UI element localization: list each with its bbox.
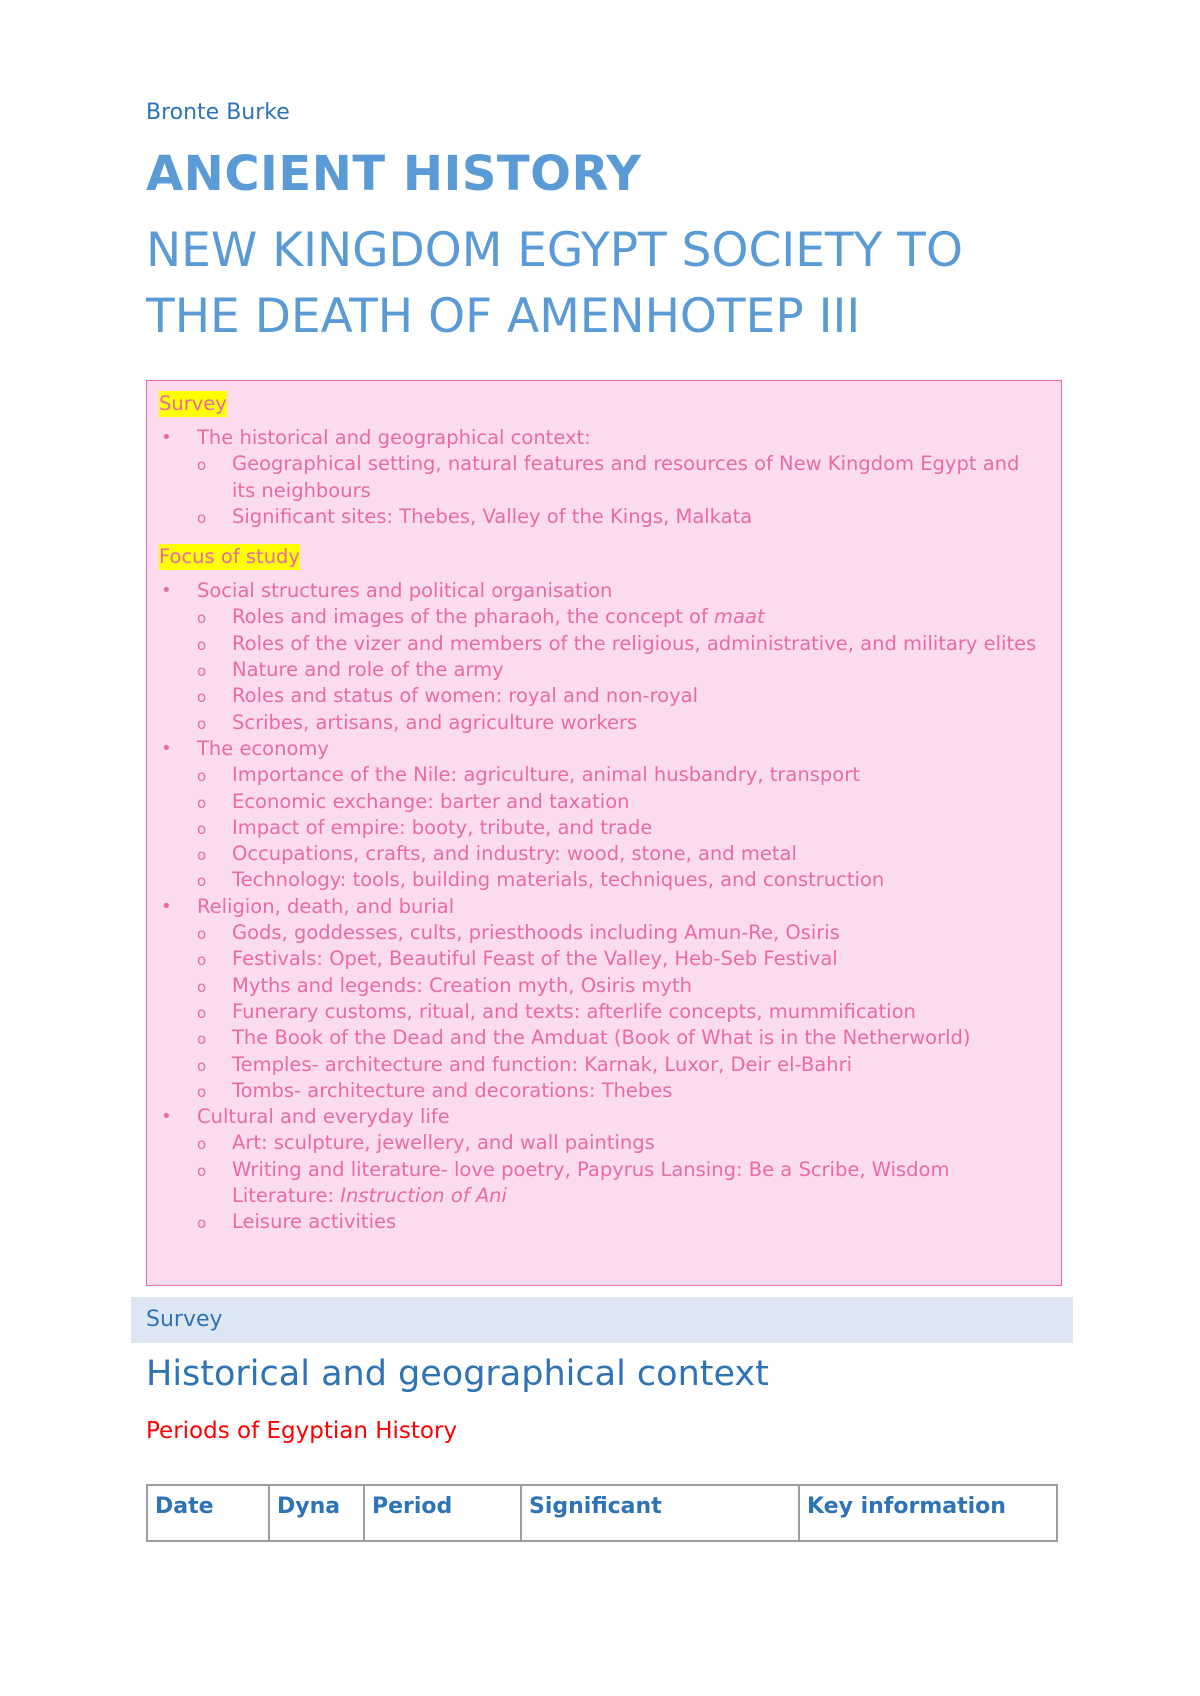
list-item-label: Social structures and political organisation [197,579,613,603]
sub-list-item: o Geographical setting, natural features and resources of New Kingdom Egypt and its neighbours [159,451,1047,504]
document-title: ANCIENT HISTORY [146,146,642,202]
survey-heading [159,391,1047,417]
ani-title: Instruction of Ani [340,1184,507,1208]
table-header-significant: Significant [521,1485,799,1541]
sub-list-item: o Gods, goddesses, cults, priesthoods including Amun-Re, Osiris [159,920,1047,946]
focus-heading [159,544,1047,570]
sub-list [197,1130,1047,1235]
sub-list-item: o Occupations, crafts, and industry: wood, stone, and metal [159,841,1047,867]
sub-list [197,604,1047,735]
list-item [159,578,1047,736]
list-item [159,894,1047,1104]
section-bar: Survey [131,1297,1073,1343]
list-item-label: Religion, death, and burial [197,894,455,918]
focus-heading-text: Focus of study [159,545,300,569]
sub-list-item: o Nature and role of the army [159,657,1047,683]
periods-table [146,1484,1058,1542]
sub-list-item: o Festivals: Opet, Beautiful Feast of the Valley, Heb-Seb Festival [159,946,1047,972]
document-subtitle [146,218,1106,350]
sub-list-item: o Myths and legends: Creation myth, Osiris myth [159,973,1047,999]
table-header-key-information: Key information [799,1485,1057,1541]
table-header-date: Date [147,1485,269,1541]
sub-list-item: o Leisure activities [159,1209,1047,1235]
maat-term: maat [714,605,765,629]
sub-list-item-text: Writing and literature- love poetry, Papyrus Lansing: Be a Scribe, Wisdom Literature: [232,1157,950,1208]
sub-list-item [159,1157,1047,1210]
subtitle-line-2: THE DEATH OF AMENHOTEP III [146,289,861,344]
list-item-label: Cultural and everyday life [197,1105,450,1129]
sub-list-item: o Temples- architecture and function: Karnak, Luxor, Deir el-Bahri [159,1052,1047,1078]
table-header-dynasty: Dyna [269,1485,364,1541]
context-heading: Historical and geographical context [146,1354,769,1394]
sub-list [197,451,1047,530]
sub-list [197,920,1047,1104]
sub-list-item: o Scribes, artisans, and agriculture workers [159,710,1047,736]
subtitle-line-1: NEW KINGDOM EGYPT SOCIETY TO [146,223,963,278]
survey-heading-text: Survey [159,392,227,415]
list-item [159,425,1047,530]
sub-list-item-text: Roles and images of the pharaoh, the concept of [232,605,708,629]
syllabus-box [146,380,1062,1286]
sub-list [197,762,1047,893]
table-header-period: Period [364,1485,521,1541]
sub-list-item: o Tombs- architecture and decorations: Thebes [159,1078,1047,1104]
list-item-label: The economy [197,736,329,760]
focus-list [159,578,1047,1235]
sub-list-item [159,604,1047,630]
sub-list-item: o Roles of the vizer and members of the religious, administrative, and military elites [159,631,1047,657]
table-header-row [147,1485,1057,1541]
list-item [159,1104,1047,1235]
sub-list-item: o Significant sites: Thebes, Valley of the Kings, Malkata [159,504,1047,530]
sub-list-item: o Impact of empire: booty, tribute, and trade [159,815,1047,841]
sub-list-item: o Technology: tools, building materials, techniques, and construction [159,867,1047,893]
sub-list-item: o Economic exchange: barter and taxation [159,789,1047,815]
periods-heading: Periods of Egyptian History [146,1418,458,1444]
sub-list-item: o Roles and status of women: royal and non-royal [159,683,1047,709]
survey-list [159,425,1047,530]
sub-list-item: o Funerary customs, ritual, and texts: afterlife concepts, mummification [159,999,1047,1025]
sub-list-item: o The Book of the Dead and the Amduat (Book of What is in the Netherworld) [159,1025,1047,1051]
list-item [159,736,1047,894]
list-item-label: The historical and geographical context: [197,426,591,449]
sub-list-item: o Art: sculpture, jewellery, and wall paintings [159,1130,1047,1156]
author-name: Bronte Burke [146,100,290,125]
sub-list-item: o Importance of the Nile: agriculture, animal husbandry, transport [159,762,1047,788]
